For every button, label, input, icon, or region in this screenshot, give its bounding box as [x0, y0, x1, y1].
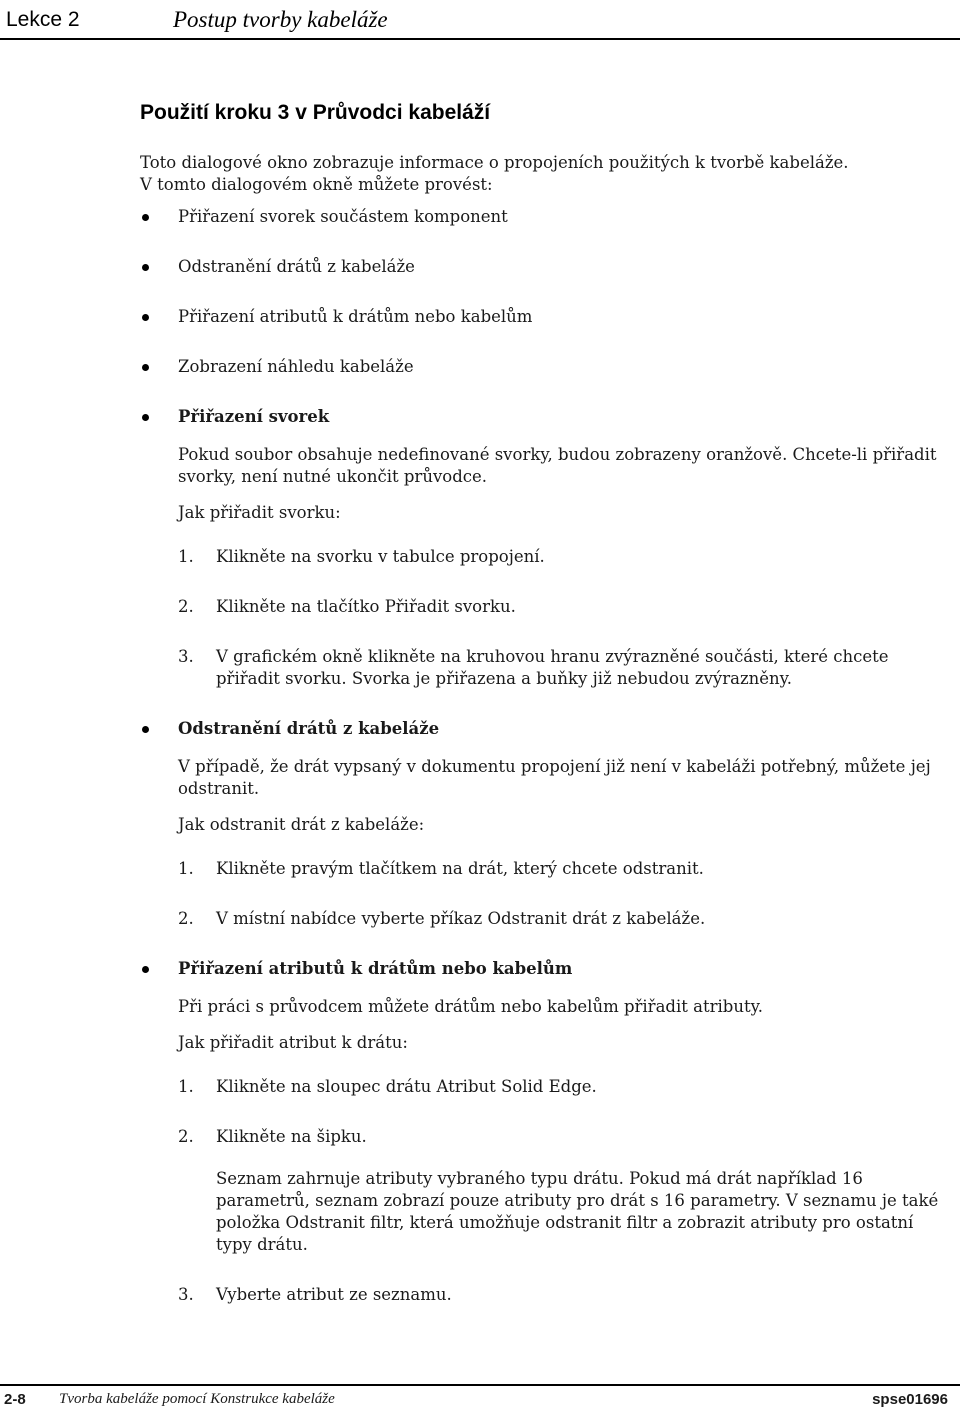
list-item — [178, 546, 952, 568]
list-item — [178, 1284, 952, 1306]
bullet-dot-icon — [142, 966, 149, 973]
step-number: 3. — [178, 647, 194, 666]
bullet-list — [140, 206, 952, 1306]
bullet-dot-icon — [142, 314, 149, 321]
step-number: 3. — [178, 1285, 194, 1304]
step-note: Seznam zahrnuje atributy vybraného typu drátu. Pokud má drát například 16 parametrů, seznam zobrazí pouze atributy pro drát s 16 parametry. V seznamu je také položka Odstranit filtr, která umožňuje odstranit filtr a zobrazit atributy pro ostatní typy drátu. — [216, 1169, 939, 1254]
section-lead: Jak odstranit drát z kabeláže: — [178, 815, 425, 834]
list-item — [140, 256, 952, 278]
step-number: 2. — [178, 1127, 194, 1146]
section-remove-wires — [140, 718, 952, 930]
step-number: 1. — [178, 859, 194, 878]
list-item — [178, 858, 952, 880]
list-item — [140, 306, 952, 328]
bullet-text: Přiřazení atributů k drátům nebo kabelům — [178, 307, 533, 326]
list-item — [178, 908, 952, 930]
section-heading: Odstranění drátů z kabeláže — [178, 719, 440, 738]
section-assign-attributes — [140, 958, 952, 1306]
intro-paragraph — [140, 152, 952, 196]
list-item — [140, 206, 952, 228]
step-text: Vyberte atribut ze seznamu. — [216, 1285, 452, 1304]
intro-line: Toto dialogové okno zobrazuje informace o propojeních použitých k tvorbě kabeláže. — [140, 153, 849, 172]
page-header — [0, 6, 960, 36]
step-text: V grafickém okně klikněte na kruhovou hranu zvýrazněné součásti, které chcete přiřadit svorku. Svorka je přiřazena a buňky již nebudou zvýrazněny. — [216, 647, 889, 688]
chapter-title: Postup tvorby kabeláže — [173, 7, 388, 32]
bullet-text: Přiřazení svorek součástem komponent — [178, 207, 508, 226]
section-paragraph: V případě, že drát vypsaný v dokumentu propojení již není v kabeláži potřebný, můžete jej odstranit. — [178, 757, 931, 798]
lesson-label: Lekce 2 — [6, 8, 80, 31]
page-title: Použití kroku 3 v Průvodci kabeláží — [140, 101, 491, 124]
step-text: V místní nabídce vyberte příkaz Odstranit drát z kabeláže. — [216, 909, 706, 928]
bullet-text: Odstranění drátů z kabeláže — [178, 257, 415, 276]
step-text: Klikněte na sloupec drátu Atribut Solid Edge. — [216, 1077, 597, 1096]
step-number: 1. — [178, 547, 194, 566]
section-assign-terminals — [140, 406, 952, 690]
section-lead: Jak přiřadit svorku: — [178, 503, 341, 522]
section-lead: Jak přiřadit atribut k drátu: — [178, 1033, 408, 1052]
step-text: Klikněte na šipku. — [216, 1127, 367, 1146]
step-text: Klikněte na svorku v tabulce propojení. — [216, 547, 545, 566]
header-rule — [0, 38, 960, 40]
step-text: Klikněte na tlačítko Přiřadit svorku. — [216, 597, 516, 616]
list-item — [178, 646, 952, 690]
section-heading: Přiřazení atributů k drátům nebo kabelům — [178, 959, 573, 978]
bullet-dot-icon — [142, 264, 149, 271]
page-footer — [0, 1390, 960, 1410]
section-heading: Přiřazení svorek — [178, 407, 330, 426]
step-number: 2. — [178, 597, 194, 616]
section-paragraph: Při práci s průvodcem můžete drátům nebo kabelům přiřadit atributy. — [178, 997, 763, 1016]
bullet-text: Zobrazení náhledu kabeláže — [178, 357, 414, 376]
step-list — [178, 858, 952, 930]
intro-line: V tomto dialogovém okně můžete provést: — [140, 175, 493, 194]
bullet-dot-icon — [142, 726, 149, 733]
bullet-dot-icon — [142, 214, 149, 221]
bullet-dot-icon — [142, 364, 149, 371]
list-item — [178, 1076, 952, 1098]
step-text: Klikněte pravým tlačítkem na drát, který chcete odstranit. — [216, 859, 704, 878]
list-item — [140, 356, 952, 378]
bullet-dot-icon — [142, 414, 149, 421]
section-paragraph: Pokud soubor obsahuje nedefinované svorky, budou zobrazeny oranžově. Chcete-li přiřadit svorky, není nutné ukončit průvodce. — [178, 445, 937, 486]
list-item — [178, 1126, 952, 1256]
page-number: 2-8 — [4, 1391, 26, 1408]
step-number: 1. — [178, 1077, 194, 1096]
main-content — [140, 100, 952, 1334]
step-number: 2. — [178, 909, 194, 928]
document-code: spse01696 — [872, 1391, 948, 1408]
book-title: Tvorba kabeláže pomocí Konstrukce kabeláže — [59, 1391, 335, 1407]
list-item — [178, 596, 952, 618]
step-list — [178, 546, 952, 690]
step-list — [178, 1076, 952, 1306]
footer-rule — [0, 1384, 960, 1386]
